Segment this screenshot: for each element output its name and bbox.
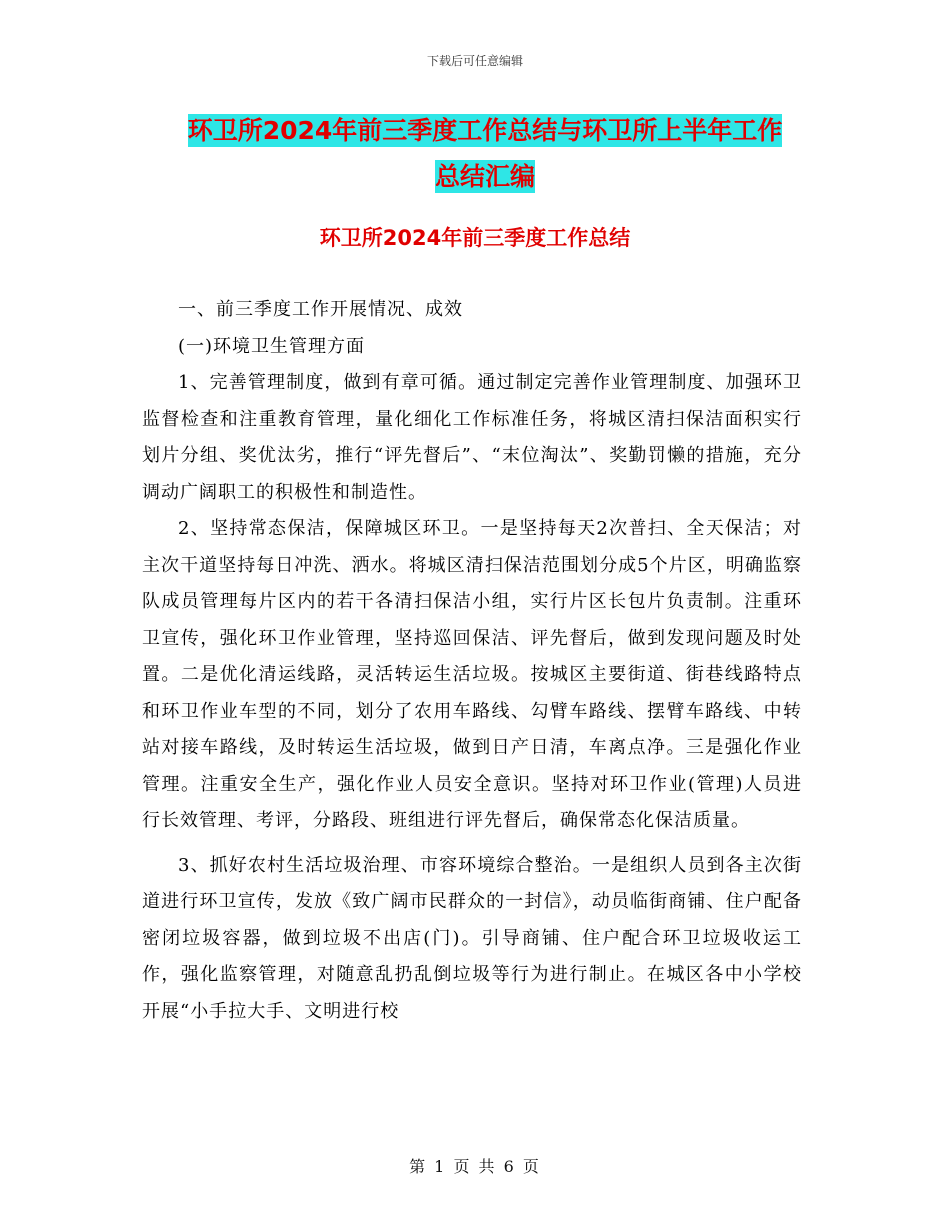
paragraph-3: 3、抓好农村生活垃圾治理、市容环境综合整治。一是组织人员到各主次街道进行环卫宣传，发放《致广阔市民群众的一封信》，动员临街商铺、住户配备密闭垃圾容器，做到垃圾不出店(门)。引导商铺、住户配合环卫垃圾收运工作，强化监察管理，对随意乱扔乱倒垃圾等行为进行制止。在城区各中小学校开展“小手拉大手、文明进行校 <box>142 854 802 1022</box>
paragraph-1: 1、完善管理制度，做到有章可循。通过制定完善作业管理制度、加强环卫监督检查和注重教育管理，量化细化工作标准任务，将城区清扫保洁面积实行划片分组、奖优汰劣，推行“评先督后”、“末位淘汰”、奖勤罚懒的措施，充分调动广阔职工的积极性和制造性。 <box>142 372 802 503</box>
heading-level2: (一)环境卫生管理方面 <box>178 335 366 357</box>
document-body <box>142 292 802 1030</box>
document-title-line2: 总结汇编 <box>434 162 535 191</box>
paragraph-2: 2、坚持常态保洁，保障城区环卫。一是坚持每天2次普扫、全天保洁；对主次干道坚持每日冲洗、洒水。将城区清扫保洁范围划分成5个片区，明确监察队成员管理每片区内的若干各清扫保洁小组，实行片区长包片负责制。注重环卫宣传，强化环卫作业管理，坚持巡回保洁、评先督后，做到发现问题及时处置。二是优化清运线路，灵活转运生活垃圾。按城区主要街道、街巷线路特点和环卫作业车型的不同，划分了农用车路线、勾臂车路线、摆臂车路线、中转站对接车路线，及时转运生活垃圾，做到日产日清，车离点净。三是强化作业管理。注重安全生产，强化作业人员安全意识。坚持对环卫作业(管理)人员进行长效管理、考评，分路段、班组进行评先督后，确保常态化保洁质量。 <box>142 518 802 831</box>
section-title: 环卫所2024年前三季度工作总结 <box>319 226 631 250</box>
document-title <box>140 108 830 200</box>
heading-level1: 一、前三季度工作开展情况、成效 <box>178 299 463 320</box>
page-header: 下载后可任意编辑 <box>426 54 523 68</box>
document-title-line1: 环卫所2024年前三季度工作总结与环卫所上半年工作 <box>187 116 783 145</box>
page-footer: 第 1 页 共 6 页 <box>409 1157 541 1176</box>
